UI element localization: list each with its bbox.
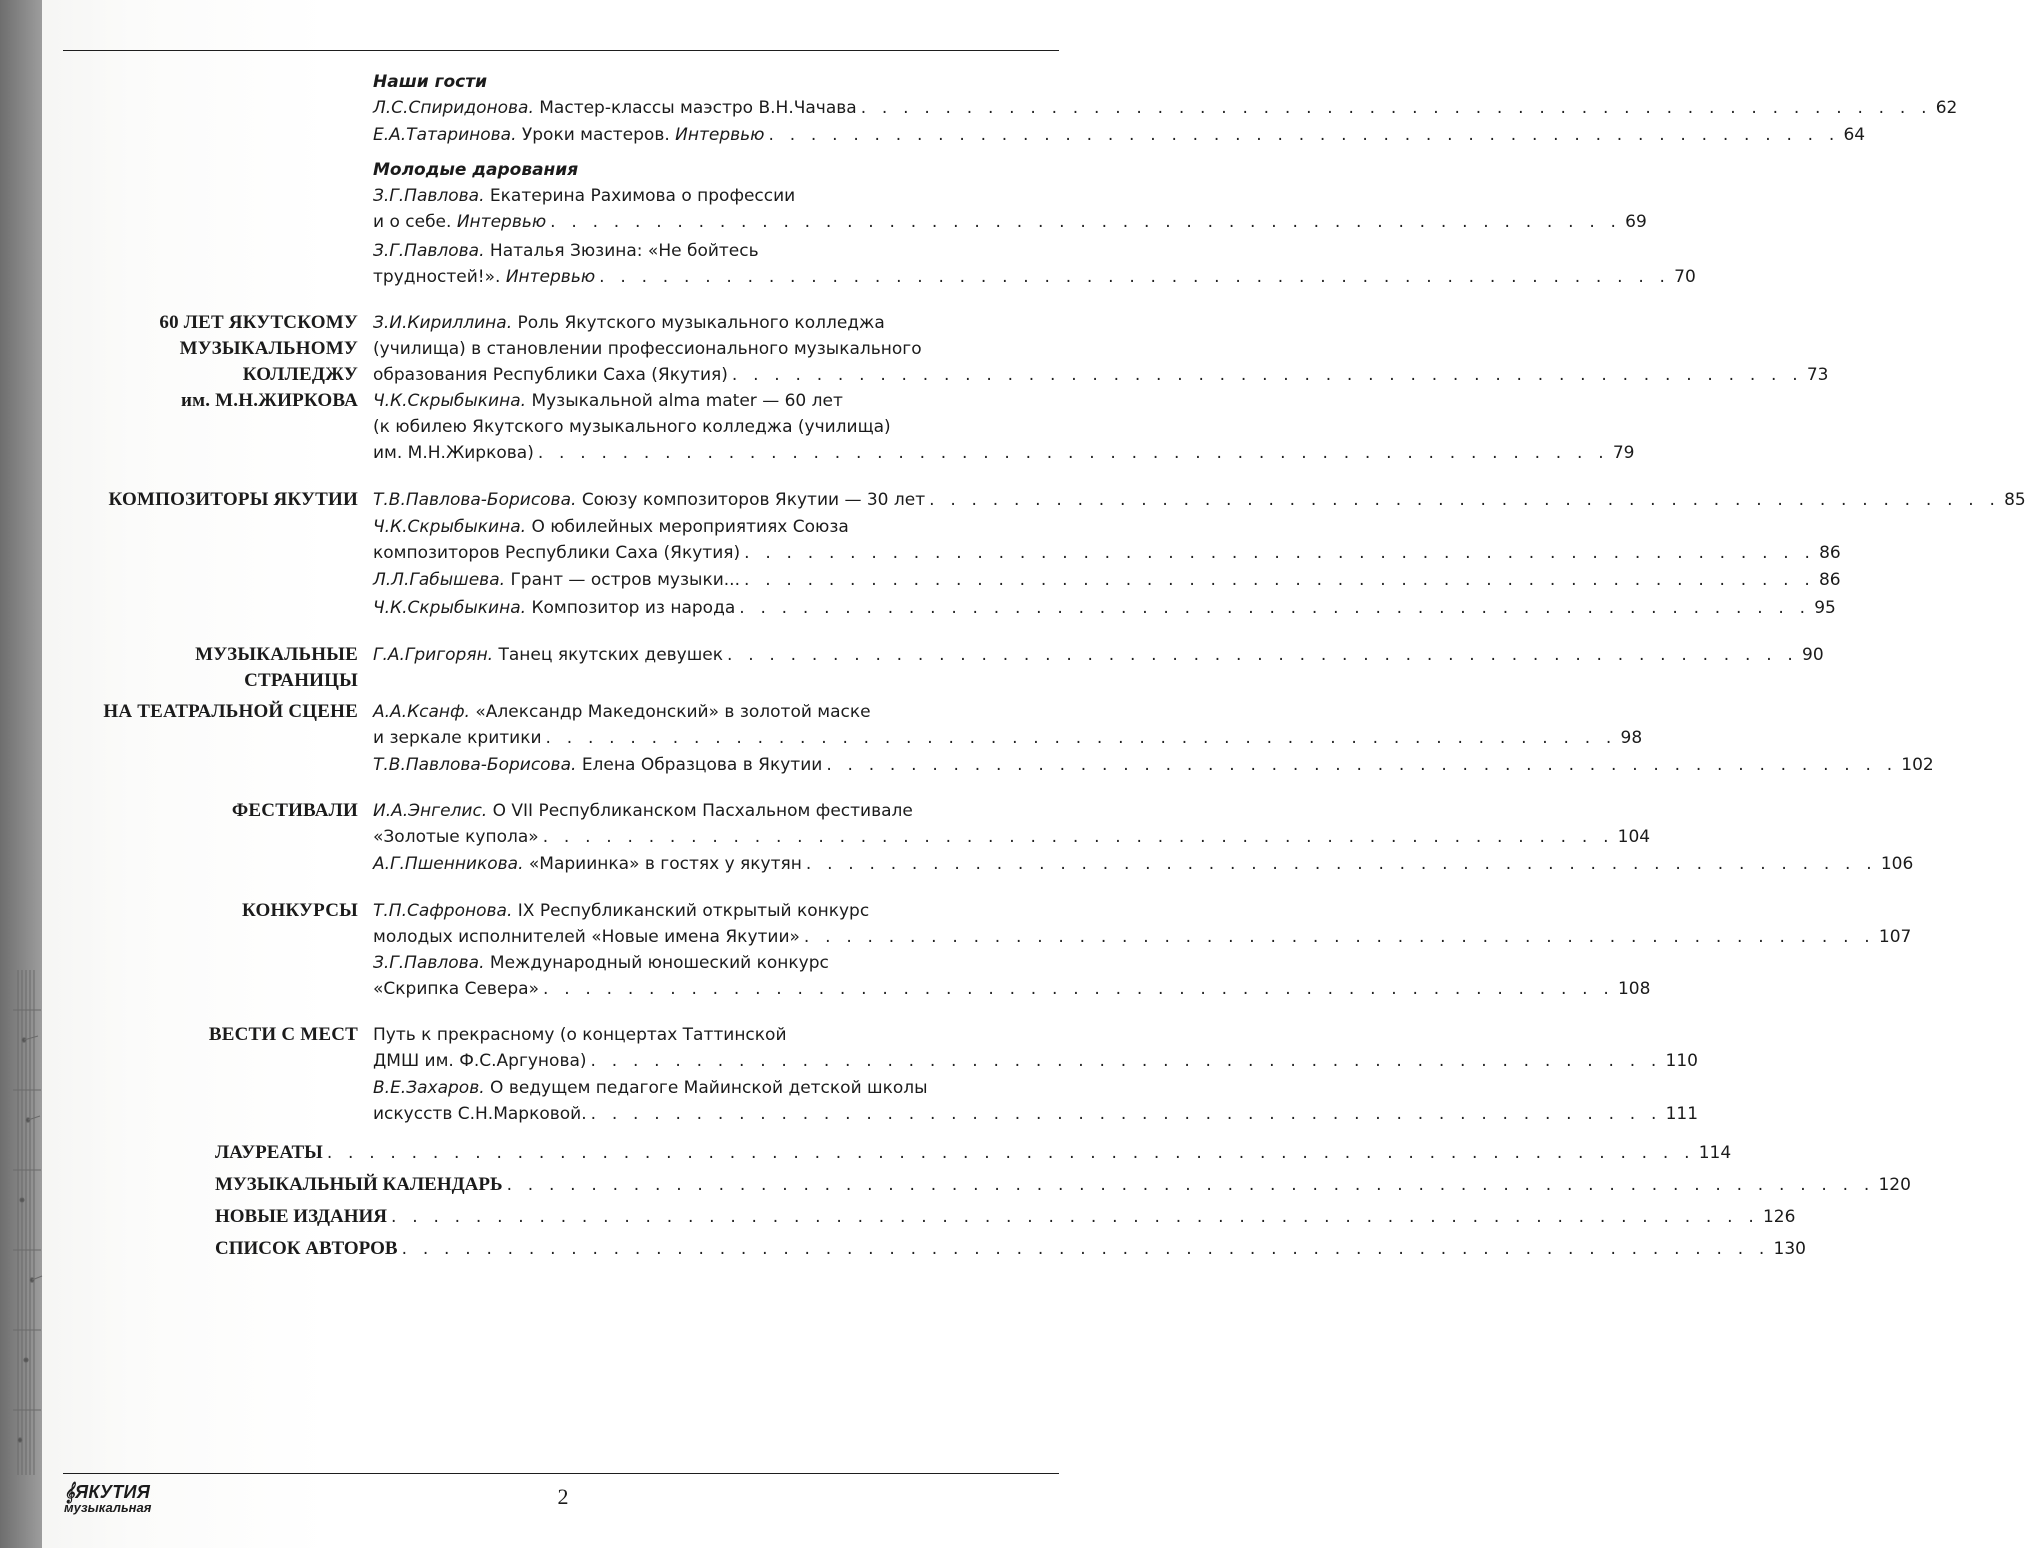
- leader-dots: . . . . . . . . . . . . . . . . . . . . . . . . . . . . . . . . . . . . . . . . . . . . . . . . . . .: [826, 755, 1898, 775]
- heading-line: ФЕСТИВАЛИ: [231, 800, 358, 821]
- leader-dots: . . . . . . . . . . . . . . . . . . . . . . . . . . . . . . . . . . . . . . . . . . . . . . . . . . .: [545, 728, 1617, 748]
- entry-title: О VII Республиканском Пасхальном фестивале: [492, 801, 913, 821]
- entry-author: З.Г.Павлова.: [373, 241, 485, 261]
- leader-dots: . . . . . . . . . . . . . . . . . . . . . . . . . . . . . . . . . . . . . . . . . . . . . . . . . . .: [743, 570, 1815, 590]
- entry-page: 107: [1878, 927, 1912, 947]
- heading-line: МУЗЫКАЛЬНОМУ: [179, 338, 358, 359]
- entry-title-cont: им. М.Н.Жиркова): [373, 443, 534, 463]
- entry-page: 79: [1612, 443, 1635, 463]
- heading-line: 60 ЛЕТ ЯКУТСКОМУ: [159, 312, 358, 333]
- entry-title: Музыкальной alma mater — 60 лет: [531, 391, 843, 411]
- entry-page: 98: [1620, 728, 1643, 748]
- entry-page: 86: [1819, 543, 1841, 563]
- logo-title: 𝄞ЯКУТИЯ: [64, 1482, 151, 1502]
- caps-entry-title: НОВЫЕ ИЗДАНИЯ: [215, 1206, 388, 1227]
- entry-title: Танец якутских девушек: [498, 645, 724, 665]
- leader-dots: . . . . . . . . . . . . . . . . . . . . . . . . . . . . . . . . . . . . . . . . . . . . . . . . . . .: [731, 365, 1803, 385]
- magazine-logo: [64, 1483, 194, 1523]
- heading-music-pages: [195, 642, 358, 694]
- entry-title-cont: композиторов Республики Саха (Якутия): [373, 543, 741, 563]
- entry-page: 86: [1818, 570, 1841, 590]
- heading-line: им. М.Н.ЖИРКОВА: [180, 390, 358, 411]
- entry-page: 64: [1843, 125, 1866, 145]
- entry-author: Е.А.Татаринова.: [373, 125, 517, 145]
- leader-dots: . . . . . . . . . . . . . . . . . . . . . . . . . . . . . . . . . . . . . . . . . . . . . . . . . . .: [537, 443, 1609, 463]
- toc-entry[interactable]: [373, 1075, 1699, 1127]
- entry-title-cont: «Скрипка Севера»: [373, 979, 539, 999]
- heading-line: КОНКУРСЫ: [241, 900, 358, 921]
- entry-author: З.Г.Павлова.: [373, 186, 485, 206]
- entry-genre: Интервью: [675, 125, 765, 145]
- heading-line: КОЛЛЕДЖУ: [242, 364, 358, 385]
- entry-title: Наталья Зюзина: «Не бойтесь: [489, 241, 759, 261]
- entry-author: З.И.Кириллина.: [373, 313, 513, 333]
- entry-title: Елена Образцова в Якутии: [581, 755, 823, 775]
- entry-genre: Интервью: [505, 267, 596, 287]
- toc-entry[interactable]: [373, 798, 1651, 850]
- toc-entry[interactable]: [373, 567, 1841, 593]
- entry-page: 90: [1802, 645, 1824, 665]
- toc-entry[interactable]: [373, 898, 1912, 950]
- entry-genre: Интервью: [456, 212, 547, 232]
- leader-dots: . . . . . . . . . . . . . . . . . . . . . . . . . . . . . . . . . . . . . . . . . . . . . . . . . . . . . . . . . . . . . . . . .: [401, 1239, 1770, 1259]
- leader-dots: . . . . . . . . . . . . . . . . . . . . . . . . . . . . . . . . . . . . . . . . . . . . . . . . . . . . . . . . . . . . . . . . .: [391, 1207, 1759, 1227]
- heading-line: КОМПОЗИТОРЫ ЯКУТИИ: [108, 489, 358, 510]
- logo-title-text: ЯКУТИЯ: [74, 1482, 151, 1502]
- entry-title-cont: ДМШ им. Ф.С.Аргунова): [373, 1051, 587, 1071]
- leader-dots: . . . . . . . . . . . . . . . . . . . . . . . . . . . . . . . . . . . . . . . . . . . . . . . . . . .: [805, 854, 1877, 874]
- entry-title-cont: «Золотые купола»: [373, 827, 539, 847]
- entry-title: Уроки мастеров.: [521, 125, 670, 145]
- entry-page: 104: [1617, 827, 1651, 847]
- entry-title-cont: искусств С.Н.Марковой.: [373, 1104, 587, 1124]
- caps-entry-page: 126: [1762, 1207, 1796, 1227]
- entry-title: Мастер-классы маэстро В.Н.Чачава: [539, 98, 857, 118]
- toc-entry[interactable]: [373, 487, 2026, 513]
- page-number: 2: [557, 1484, 569, 1509]
- caps-entry-page: 120: [1878, 1175, 1911, 1195]
- entry-title: «Александр Македонский» в золотой маске: [475, 702, 871, 722]
- leader-dots: . . . . . . . . . . . . . . . . . . . . . . . . . . . . . . . . . . . . . . . . . . . . . . . . . . .: [744, 543, 1816, 563]
- caps-entry-title: МУЗЫКАЛЬНЫЙ КАЛЕНДАРЬ: [215, 1174, 503, 1195]
- entry-title-cont: и зеркале критики: [373, 728, 542, 748]
- caps-entry-title: ЛАУРЕАТЫ: [215, 1142, 323, 1163]
- heading-line: МУЗЫКАЛЬНЫЕ: [195, 644, 358, 665]
- heading-festivals: [232, 798, 358, 824]
- toc-entry[interactable]: [373, 699, 1643, 751]
- entry-page: 111: [1665, 1104, 1699, 1124]
- leader-dots: . . . . . . . . . . . . . . . . . . . . . . . . . . . . . . . . . . . . . . . . . . . . . . . . . . .: [550, 212, 1622, 232]
- entry-title-cont: образования Республики Саха (Якутия): [373, 365, 728, 385]
- toc-entry[interactable]: [373, 388, 1635, 466]
- toc-entry[interactable]: [373, 1022, 1698, 1074]
- entry-title: Грант — остров музыки...: [510, 570, 740, 590]
- leader-dots: . . . . . . . . . . . . . . . . . . . . . . . . . . . . . . . . . . . . . . . . . . . . . . . . . . .: [590, 1104, 1662, 1124]
- heading-line: СТРАНИЦЫ: [244, 670, 358, 691]
- entry-author: Л.Л.Габышева.: [373, 570, 506, 590]
- toc-caps-entry[interactable]: [215, 1174, 1911, 1204]
- entry-author: Л.С.Спиридонова.: [373, 98, 534, 118]
- caps-entry-title: СПИСОК АВТОРОВ: [215, 1238, 398, 1259]
- entry-page: 70: [1674, 267, 1696, 287]
- entry-page: 62: [1935, 98, 1958, 118]
- leader-dots: . . . . . . . . . . . . . . . . . . . . . . . . . . . . . . . . . . . . . . . . . . . . . . . . . . . . . . . . . . . . . . . . .: [326, 1143, 1695, 1163]
- entry-author: Ч.К.Скрыбыкина.: [373, 391, 527, 411]
- toc-entry[interactable]: [373, 122, 1866, 148]
- toc-caps-entry[interactable]: [215, 1206, 1796, 1236]
- toc-caps-entry[interactable]: [215, 1238, 1806, 1268]
- heading-theatre: [103, 699, 358, 725]
- entry-page: 69: [1625, 212, 1647, 232]
- leader-dots: . . . . . . . . . . . . . . . . . . . . . . . . . . . . . . . . . . . . . . . . . . . . . . . . . . .: [599, 267, 1671, 287]
- toc-entry[interactable]: [373, 851, 1914, 877]
- toc-caps-entry[interactable]: [215, 1142, 1732, 1172]
- entry-page: 73: [1806, 365, 1829, 385]
- leader-dots: . . . . . . . . . . . . . . . . . . . . . . . . . . . . . . . . . . . . . . . . . . . . . . . . . . .: [768, 125, 1840, 145]
- entry-title: Екатерина Рахимова о профессии: [489, 186, 796, 206]
- toc-entry[interactable]: [373, 183, 1647, 235]
- entry-author: Г.А.Григорян.: [373, 645, 494, 665]
- leader-dots: . . . . . . . . . . . . . . . . . . . . . . . . . . . . . . . . . . . . . . . . . . . . . . . . . . .: [543, 979, 1614, 999]
- entry-title: Международный юношеский конкурс: [489, 953, 829, 973]
- toc-entry[interactable]: [373, 642, 1824, 668]
- leader-dots: . . . . . . . . . . . . . . . . . . . . . . . . . . . . . . . . . . . . . . . . . . . . . . . . . . .: [739, 598, 1811, 618]
- entry-author: Ч.К.Скрыбыкина.: [373, 598, 527, 618]
- entry-title: IX Республиканский открытый конкурс: [517, 901, 870, 921]
- section-title-guests: Наши гости: [373, 72, 487, 92]
- entry-title-cont: (к юбилею Якутского музыкального колледжа (училища): [373, 417, 891, 437]
- entry-author: Ч.К.Скрыбыкина.: [373, 517, 527, 537]
- heading-contests: [242, 898, 358, 924]
- entry-title-cont: (училища) в становлении профессионального музыкального: [373, 339, 922, 359]
- caps-entry-page: 114: [1698, 1143, 1732, 1163]
- entry-title: «Мариинка» в гостях у якутян: [528, 854, 802, 874]
- section-title-young: Молодые дарования: [373, 160, 579, 180]
- logo-subtitle: музыкальная: [64, 1500, 152, 1515]
- entry-author: Т.П.Сафронова.: [373, 901, 513, 921]
- toc-entry[interactable]: [373, 238, 1696, 290]
- caps-entry-page: 130: [1773, 1239, 1806, 1259]
- entry-author: И.А.Энгелис.: [373, 801, 488, 821]
- entry-title: О юбилейных мероприятиях Союза: [531, 517, 849, 537]
- entry-author: Т.В.Павлова-Борисова.: [373, 490, 577, 510]
- toc-entry[interactable]: [373, 752, 1934, 778]
- toc-entry[interactable]: [373, 595, 1836, 621]
- entry-page: 110: [1665, 1051, 1698, 1071]
- entry-title: О ведущем педагоге Майинской детской школы: [490, 1078, 928, 1098]
- entry-page: 102: [1901, 755, 1934, 775]
- leader-dots: . . . . . . . . . . . . . . . . . . . . . . . . . . . . . . . . . . . . . . . . . . . . . . . . . . .: [542, 827, 1614, 847]
- leader-dots: . . . . . . . . . . . . . . . . . . . . . . . . . . . . . . . . . . . . . . . . . . . . . . . . . . .: [860, 98, 1932, 118]
- entry-author: З.Г.Павлова.: [373, 953, 485, 973]
- toc-entry[interactable]: [373, 95, 1958, 121]
- toc-entry[interactable]: [373, 950, 1651, 1002]
- entry-title-cont: молодых исполнителей «Новые имена Якутии»: [373, 927, 800, 947]
- entry-author: В.Е.Захаров.: [373, 1078, 485, 1098]
- heading-college-anniversary: [159, 310, 358, 414]
- leader-dots: . . . . . . . . . . . . . . . . . . . . . . . . . . . . . . . . . . . . . . . . . . . . . . . . . . . . . . . . . . . . . . . . .: [506, 1175, 1875, 1195]
- entry-title: Композитор из народа: [531, 598, 736, 618]
- leader-dots: . . . . . . . . . . . . . . . . . . . . . . . . . . . . . . . . . . . . . . . . . . . . . . . . . . .: [803, 927, 1875, 947]
- entry-author: Т.В.Павлова-Борисова.: [373, 755, 577, 775]
- entry-page: 108: [1617, 979, 1651, 999]
- entry-title-cont: трудностей!».: [373, 267, 501, 287]
- leader-dots: . . . . . . . . . . . . . . . . . . . . . . . . . . . . . . . . . . . . . . . . . . . . . . . . . . .: [929, 490, 2001, 510]
- entry-page: 85: [2004, 490, 2026, 510]
- toc-entry[interactable]: [373, 310, 1829, 388]
- heading-line: НА ТЕАТРАЛЬНОЙ СЦЕНЕ: [103, 701, 358, 722]
- entry-author: А.А.Ксанф.: [373, 702, 470, 722]
- toc-entry[interactable]: [373, 514, 1841, 566]
- entry-title: Роль Якутского музыкального колледжа: [517, 313, 885, 333]
- heading-composers: [109, 487, 359, 513]
- entry-author: А.Г.Пшенникова.: [373, 854, 524, 874]
- entry-page: 106: [1880, 854, 1914, 874]
- entry-title: Союзу композиторов Якутии — 30 лет: [581, 490, 926, 510]
- entry-title-cont: и о себе.: [373, 212, 452, 232]
- leader-dots: . . . . . . . . . . . . . . . . . . . . . . . . . . . . . . . . . . . . . . . . . . . . . . . . . . .: [727, 645, 1798, 665]
- heading-news: [209, 1022, 358, 1048]
- heading-line: ВЕСТИ С МЕСТ: [208, 1024, 358, 1045]
- leader-dots: . . . . . . . . . . . . . . . . . . . . . . . . . . . . . . . . . . . . . . . . . . . . . . . . . . .: [590, 1051, 1662, 1071]
- entry-page: 95: [1814, 598, 1836, 618]
- entry-title: Путь к прекрасному (о концертах Таттинской: [373, 1025, 787, 1045]
